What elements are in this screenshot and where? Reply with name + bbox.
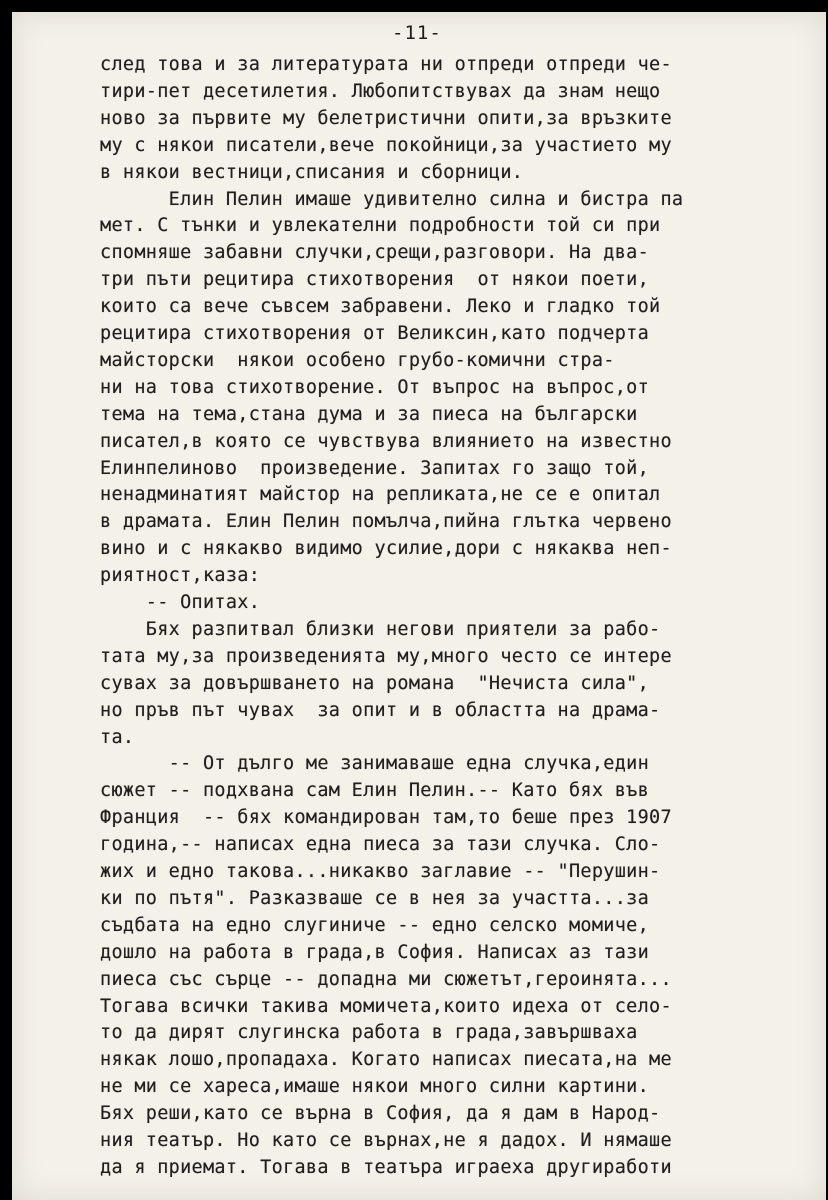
- text-line: ново за първите му белетристични опити,за връзките: [100, 107, 672, 129]
- text-line: писател,в която се чувствува влиянието на известно: [100, 430, 672, 452]
- text-line: три пъти рецитира стихотворения от някои поети,: [100, 269, 650, 291]
- text-line: тема на тема,стана дума и за пиеса на български: [100, 403, 638, 425]
- text-line: в драмата. Елин Пелин помълча,пийна глътка червено: [100, 511, 672, 533]
- text-line: та.: [100, 726, 135, 748]
- text-line: съдбата на едно слугиниче -- едно селско момиче,: [100, 914, 650, 936]
- text-line: които са вече съвсем забравени. Леко и гладко той: [100, 296, 661, 318]
- text-line: Бях разпитвал близки негови приятели за рабо-: [100, 618, 661, 640]
- text-line: ненадминатият майстор на репликата,не се е опитал: [100, 484, 661, 506]
- text-line: мет. С тънки и увлекателни подробности той си при: [100, 215, 661, 237]
- text-line: някак лошо,пропадаха. Когато написах пиесата,на ме: [100, 1049, 672, 1071]
- text-line: ни на това стихотворение. От въпрос на въпрос,от: [100, 376, 650, 398]
- text-line: майсторски някои особено грубо-комични стра-: [100, 349, 615, 371]
- text-line: Елинпелиново произведение. Запитах го защо той,: [100, 457, 650, 479]
- text-line: Франция -- бях командирован там,то беше през 1907: [100, 807, 672, 829]
- text-line: тири-пет десетилетия. Любопитствувах да знам нещо: [100, 80, 661, 102]
- text-line: Елин Пелин имаше удивително силна и бистра па: [100, 188, 684, 210]
- text-line: вино и с някакво видимо усилие,дори с някаква неп-: [100, 538, 672, 560]
- text-line: но пръв път чувах за опит и в областта на драма-: [100, 699, 661, 721]
- text-line: -- Опитах.: [100, 592, 261, 613]
- text-line: не ми се хареса,имаше някои много силни картини.: [100, 1076, 650, 1098]
- text-line: Тогава всички такива момичета,които идеха от село-: [100, 995, 672, 1017]
- text-line: ния театър. Но като се върнах,не я дадох. И нямаше: [100, 1130, 672, 1151]
- text-line: пиеса със сърце -- допадна ми сюжетът,героинята...: [100, 968, 672, 990]
- text-line: то да дирят слугинска работа в града,завършваха: [100, 1022, 638, 1044]
- text-line: след това и за литературата ни отпреди отпреди че-: [100, 54, 672, 75]
- text-line: риятност,каза:: [100, 565, 261, 587]
- text-line: тата му,за произведенията му,много често се интере: [100, 645, 672, 667]
- text-line: жих и едно такова...никакво заглавие -- "Перушин-: [100, 861, 661, 882]
- text-line: сюжет -- подхвана сам Елин Пелин.-- Като бях във: [100, 780, 650, 802]
- text-line: да я приемат. Тогава в театъра играеха другиработи: [100, 1156, 672, 1178]
- text-line: Бях реши,като се върна в София, да я дам в Народ-: [100, 1103, 661, 1125]
- text-line: година,-- написах една пиеса за тази случка. Сло-: [100, 834, 661, 856]
- typewritten-page: [12, 12, 826, 1200]
- text-line: сувах за довършването на романа "Нечиста сила",: [100, 672, 650, 694]
- text-line: ки по пътя". Разказваше се в нея за участта...за: [100, 887, 650, 909]
- text-line: му с някои писатели,вече покойници,за участието му: [100, 134, 672, 156]
- text-line: рецитира стихотворения от Великсин,като подчерта: [100, 323, 650, 344]
- text-line: дошло на работа в града,в София. Написах аз тази: [100, 941, 650, 963]
- text-line: в някои вестници,списания и сборници.: [100, 161, 524, 183]
- page-number: -11-: [392, 22, 442, 44]
- text-line: спомняше забавни случки,срещи,разговори. На два-: [100, 242, 650, 264]
- text-line: -- От дълго ме занимаваше една случка,един: [100, 753, 650, 775]
